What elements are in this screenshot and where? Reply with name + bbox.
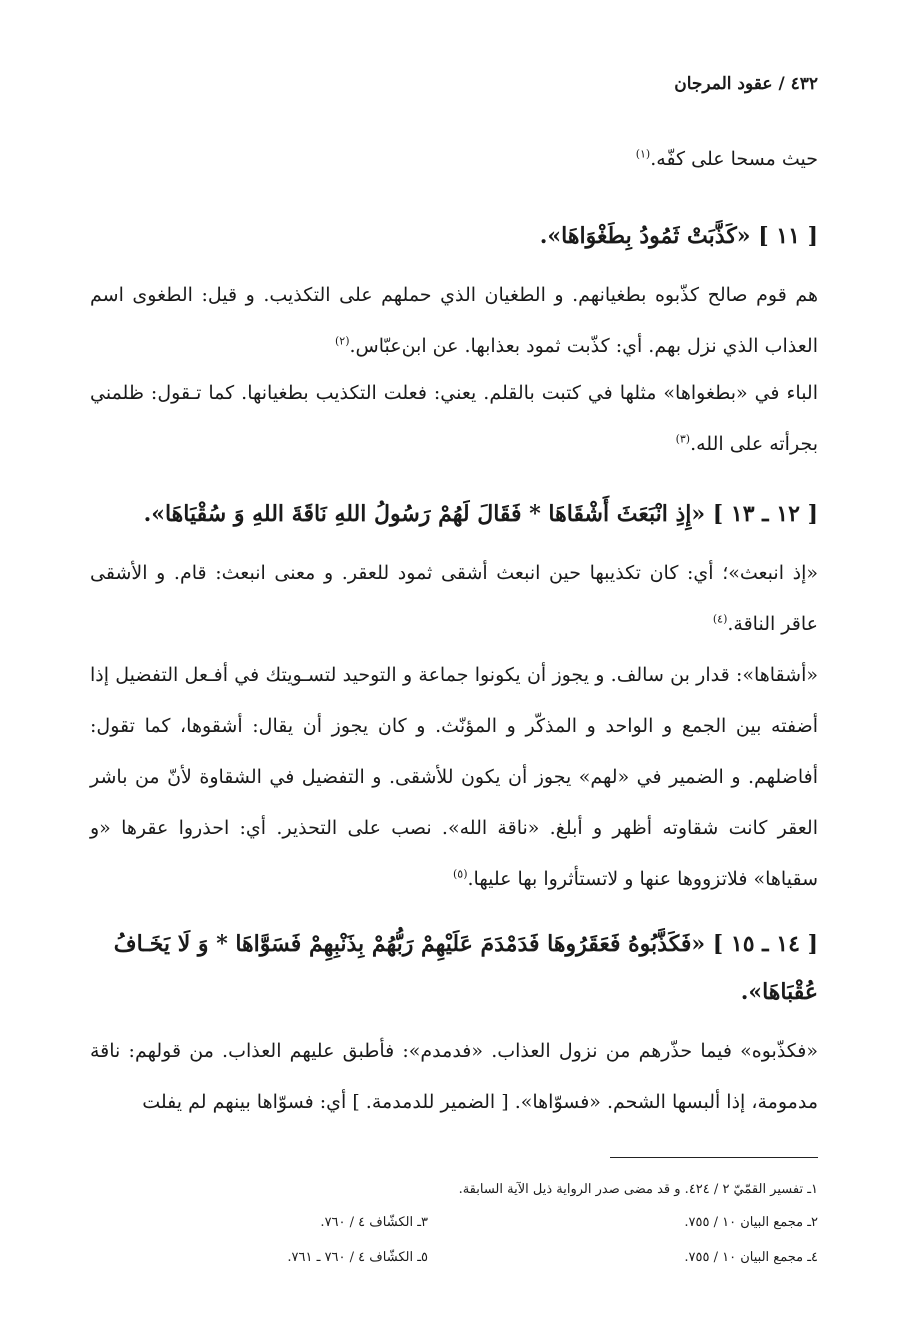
- footnote-2: ٢ـ مجمع البيان ١٠ / ٧٥٥.: [684, 1215, 818, 1230]
- footnote-ref-5: (٥): [453, 867, 468, 881]
- paragraph-inbaath: [90, 548, 818, 650]
- footnote-ref-3: (٣): [675, 432, 691, 446]
- footnote-separator: [610, 1157, 818, 1158]
- verse-heading-12-13: [ ١٢ ـ ١٣ ] «إِذِ انْبَعَثَ أَشْقَاهَا * فَقَالَ لَهُمْ رَسُولُ اللهِ نَاقَةَ اللهِ وَ سُقْيَاهَا».: [143, 501, 818, 527]
- paragraph-kadhdhabuhu: [90, 1026, 818, 1128]
- paragraph-text: الباء في «بطغواها» مثلها في كتبت بالقلم. يعني: فعلت التكذيب بطغيانها. كما تـقول: ظلمني بجرأته على الله.: [90, 382, 818, 455]
- footnote-ref-1: (١): [635, 147, 651, 161]
- footnote-5: ٥ـ الكشّاف ٤ / ٧٦٠ ـ ٧٦١.: [287, 1250, 428, 1265]
- paragraph-text: «أشقاها»: قدار بن سالف. و يجوز أن يكونوا جماعة و التوحيد لتسـويتك في أفـعل التفضيل إذا أضفته بين الجمع و الواحد و المذكّر و المؤنّث. و كان يجوز أن يقال: أشقوها، كما تقول: أفاضلهم. و الضمير في «لهم» يجوز أن يكون للأشقى. و التفضيل في الشقاوة لأنّ من باشر العقر كانت شقاوته أظهر و أبلغ. «ناقة الله». نصب على التحذير. أي: احذروا عقرها «و سقياها» فلاتزووها عنها و لاتستأثروا بها عليها.: [90, 664, 818, 890]
- paragraph-text: هم قوم صالح كذّبوه بطغيانهم. و الطغيان الذي حملهم على التكذيب. و قيل: الطغوى اسم العذاب الذي نزل بهم. أي: كذّبت ثمود بعذابها. عن ابن‌عبّاس.: [90, 284, 818, 357]
- footnote-4: ٤ـ مجمع البيان ١٠ / ٧٥٥.: [684, 1250, 818, 1265]
- paragraph-text: حيث مسحا على كفّه.: [650, 148, 818, 170]
- paragraph-text: «فكذّبوه» فيما حذّرهم من نزول العذاب. «فدمدم»: فأطبق عليهم العذاب. من قولهم: ناقة مدمومة، إذا ألبسها الشحم. «فسوّاها». [ الضمير للدمدمة. ] أي: فسوّاها بينهم لم يفلت: [90, 1040, 818, 1113]
- running-head-separator: /: [772, 74, 785, 94]
- paragraph-baa: [90, 368, 818, 470]
- verse-heading-11: [ ١١ ] «كَذَّبَتْ ثَمُودُ بِطَغْوَاهَا».: [539, 223, 818, 249]
- paragraph-tafsir-11: [90, 270, 818, 372]
- paragraph-text: «إذ انبعث»؛ أي: كان تكذيبها حين انبعث أشقى ثمود للعقر. و معنى انبعث: قام. و الأشقى عاقر الناقة.: [90, 562, 818, 635]
- footnote-3: ٣ـ الكشّاف ٤ / ٧٦٠.: [320, 1215, 428, 1230]
- verse-heading-14-15: [ ١٤ ـ ١٥ ] «فَكَذَّبُوهُ فَعَقَرُوهَا فَدَمْدَمَ عَلَيْهِمْ رَبُّهُمْ بِذَنْبِهِمْ فَسَوَّاهَا * وَ لَا يَخَـافُ عُقْبَاهَا».: [113, 931, 818, 1005]
- page-number: ٤٣٢: [790, 74, 818, 94]
- book-title: عقود المرجان: [674, 74, 773, 94]
- footnote-ref-4: (٤): [712, 612, 728, 626]
- paragraph-continuation: [90, 134, 818, 185]
- running-head: [674, 74, 818, 94]
- paragraph-ashqaha: [90, 650, 818, 905]
- footnote-1: ١ـ تفسير القمّيّ ٢ / ٤٢٤. و قد مضى صدر الرواية ذيل الآية السابقة.: [458, 1182, 818, 1197]
- footnote-ref-2: (٢): [334, 334, 350, 348]
